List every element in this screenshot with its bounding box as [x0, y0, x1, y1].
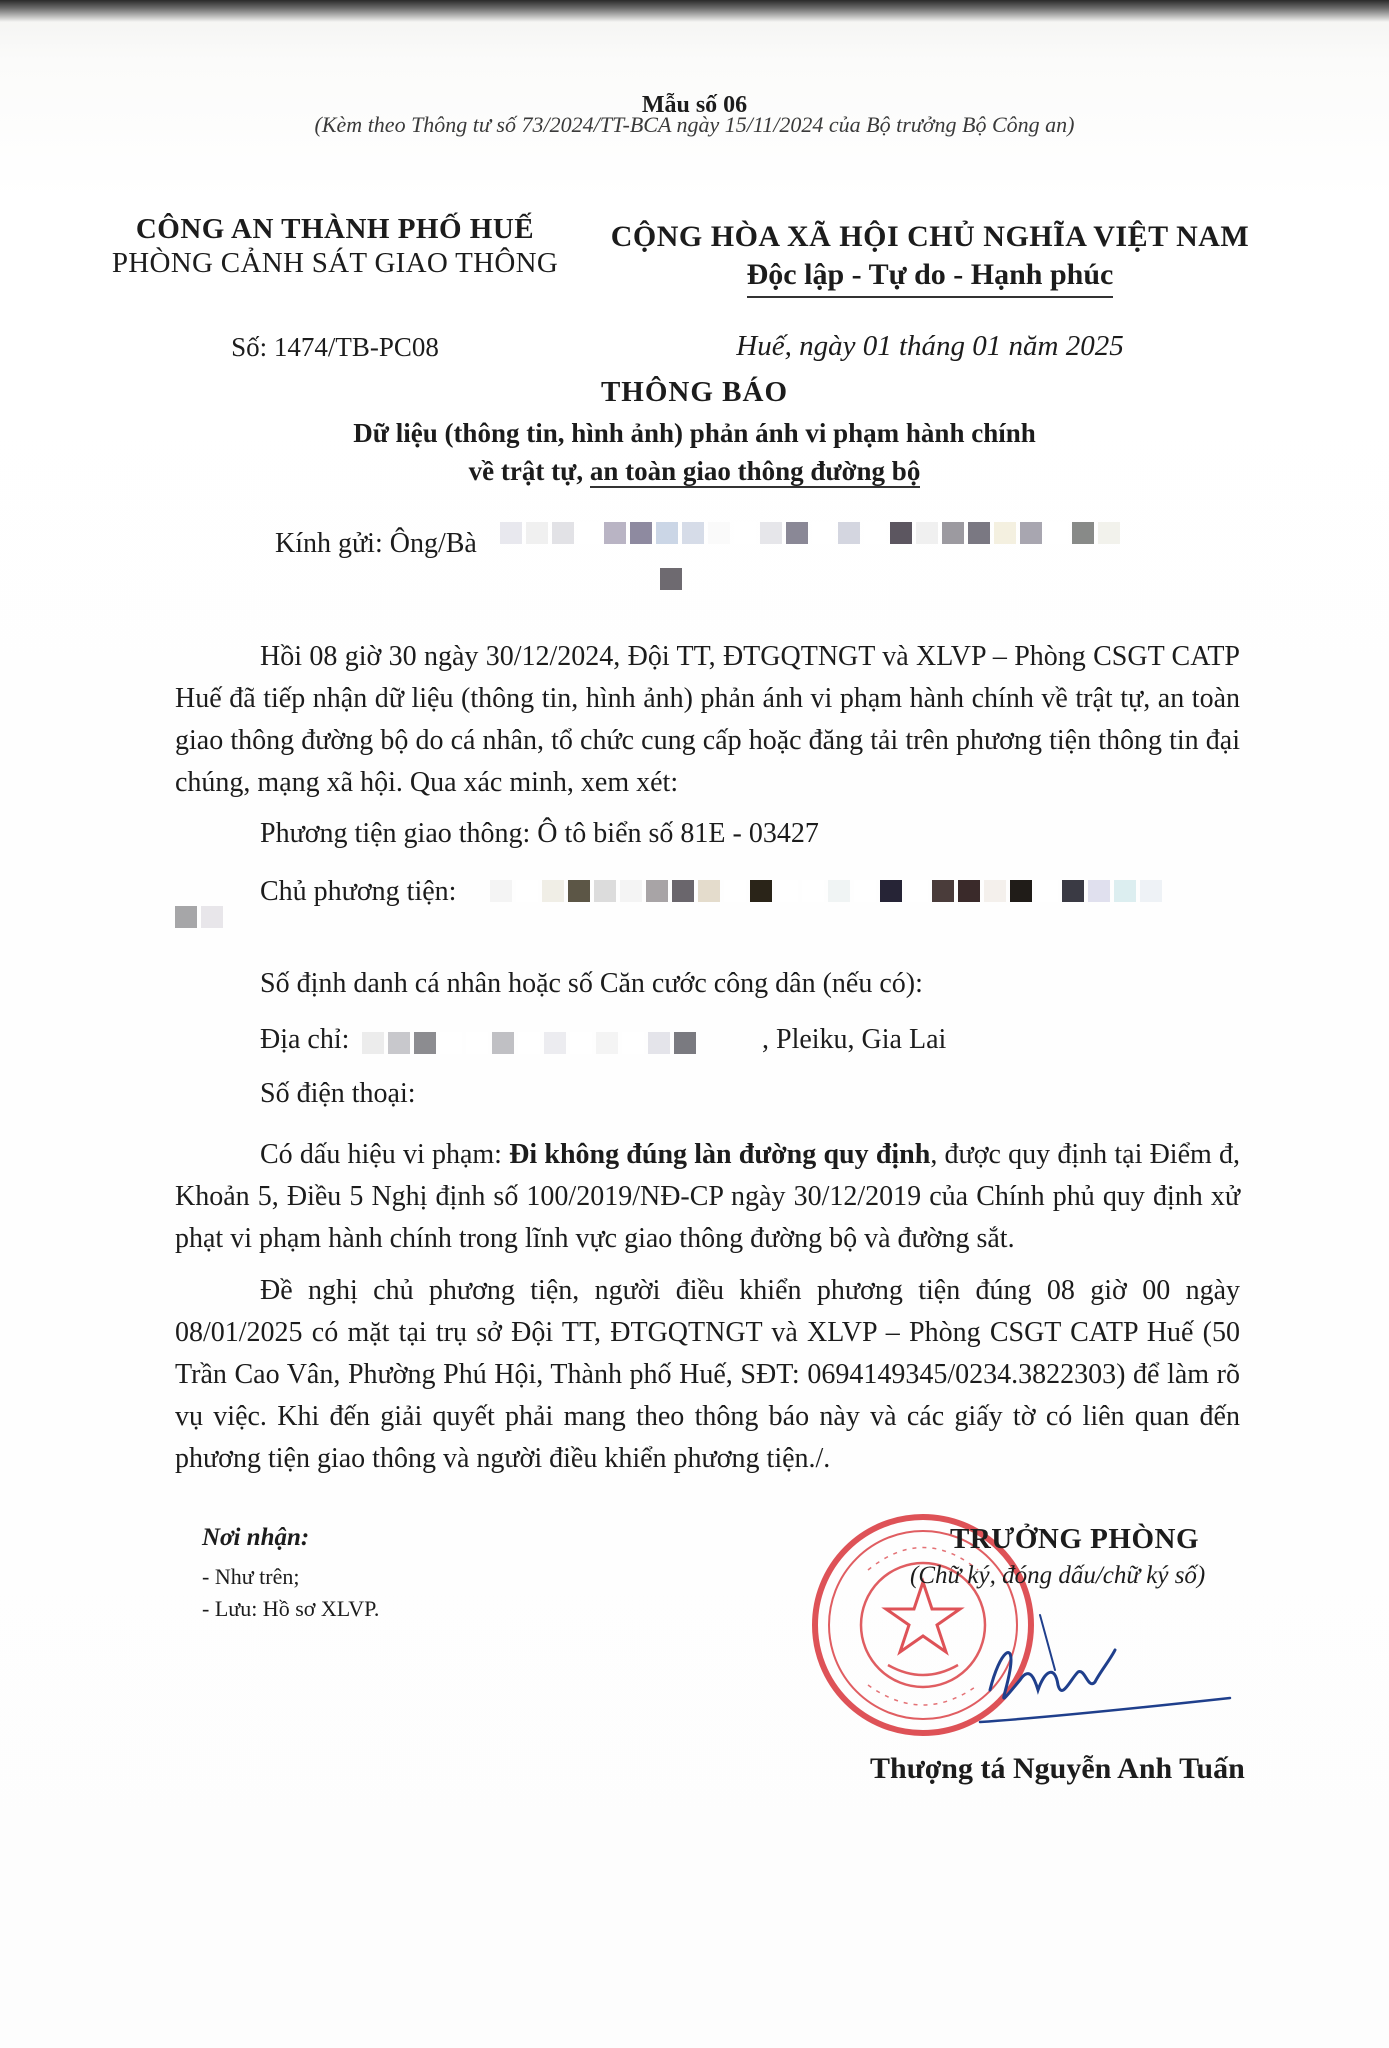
star-icon [886, 1582, 960, 1652]
agency-line-1: CÔNG AN THÀNH PHỐ HUẾ [135, 213, 535, 245]
national-motto [600, 218, 1260, 298]
redacted-owner-name-cont [175, 906, 245, 932]
subtitle-line-2: về trật tự, an toàn giao thông đường bộ [468, 456, 921, 486]
address-label: Địa chỉ: [260, 1024, 350, 1055]
recipients-title: Nơi nhận: [202, 1524, 310, 1551]
violation-name: Đi không đúng làn đường quy định [509, 1139, 931, 1170]
redacted-recipient-name-cont [660, 568, 720, 594]
redacted-owner-name [490, 880, 1250, 908]
agency-line-2: PHÒNG CẢNH SÁT GIAO THÔNG [111, 247, 559, 279]
paragraph-request: Đề nghị chủ phương tiện, người điều khiển phương tiện đúng 08 giờ 00 ngày 08/01/2025 có mặt tại trụ sở Đội TT, ĐTGQTNGT và XLVP – Phòng CSGT CATP Huế (50 Trần Cao Vân, Phường Phú Hội, Thành phố Huế, SĐT: 0694149345/0234.3822303) để làm rõ vụ việc. Khi đến giải quyết phải mang theo thông báo này và các giấy tờ có liên quan đến phương tiện giao thông và người điều khiển phương tiện./. [175, 1275, 1240, 1474]
vehicle-line: Phương tiện giao thông: Ô tô biển số 81E - 03427 [260, 818, 819, 849]
handwritten-signature [960, 1610, 1240, 1740]
signature-note: (Chữ ký, đóng dấu/chữ ký số) [910, 1562, 1206, 1589]
recipients-item: - Lưu: Hồ sơ XLVP. [202, 1596, 380, 1621]
signer-name: Thượng tá Nguyễn Anh Tuấn [870, 1752, 1245, 1785]
issuing-agency [95, 212, 575, 280]
recipient-label: Kính gửi: Ông/Bà [275, 528, 477, 559]
document-subtitle [180, 414, 1209, 490]
address-tail: , Pleiku, Gia Lai [762, 1024, 947, 1055]
document-title: THÔNG BÁO [600, 376, 789, 408]
nation-line-2: Độc lập - Tự do - Hạnh phúc [747, 256, 1114, 298]
id-number-label: Số định danh cá nhân hoặc số Căn cước công dân (nếu có): [260, 968, 923, 999]
form-reference: (Kèm theo Thông tư số 73/2024/TT-BCA ngày 15/11/2024 của Bộ trưởng Bộ Công an) [314, 112, 1075, 137]
document-number: Số: 1474/TB-PC08 [231, 332, 439, 362]
nation-line-1: CỘNG HÒA XÃ HỘI CHỦ NGHĨA VIỆT NAM [610, 220, 1250, 253]
paragraph-violation: Có dấu hiệu vi phạm: Đi không đúng làn đường quy định, được quy định tại Điểm đ, Khoản 5, Điều 5 Nghị định số 100/2019/NĐ-CP ngày 30/12/2019 của Chính phủ quy định xử phạt vi phạm hành chính trong lĩnh vực giao thông đường bộ và đường sắt. [175, 1139, 1240, 1254]
signer-position: TRƯỞNG PHÒNG [950, 1523, 1200, 1555]
scan-edge-shadow [0, 0, 1389, 22]
place-date: Huế, ngày 01 tháng 01 năm 2025 [736, 330, 1124, 362]
recipients-item: - Như trên; [202, 1564, 300, 1589]
form-number: Mẫu số 06 [641, 92, 748, 118]
subtitle-line-1: Dữ liệu (thông tin, hình ảnh) phản ánh vi phạm hành chính [353, 418, 1036, 448]
paragraph-intro: Hồi 08 giờ 30 ngày 30/12/2024, Đội TT, ĐTGQTNGT và XLVP – Phòng CSGT CATP Huế đã tiếp nhận dữ liệu (thông tin, hình ảnh) phản ánh vi phạm hành chính về trật tự, an toàn giao thông đường bộ do cá nhân, tổ chức cung cấp hoặc đăng tải trên phương tiện thông tin đại chúng, mạng xã hội. Qua xác minh, xem xét: [175, 641, 1240, 798]
redacted-address [362, 1032, 762, 1056]
owner-label: Chủ phương tiện: [260, 876, 457, 907]
phone-label: Số điện thoại: [260, 1078, 416, 1109]
redacted-recipient-name [500, 522, 1220, 548]
